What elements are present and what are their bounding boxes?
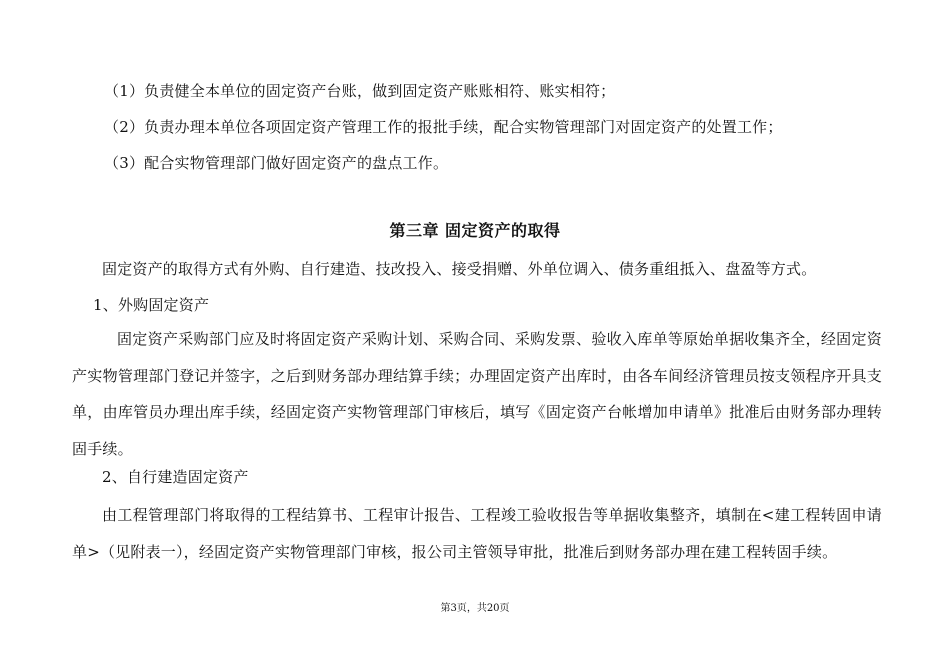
section-1-heading: 1、外购固定资产 <box>93 296 210 314</box>
section-1-body: 固定资产采购部门应及时将固定资产采购计划、采购合同、采购发票、验收入库单等原始单据收集齐全，经固定资产实物管理部门登记并签字，之后到财务部办理结算手续；办理固定资产出库时，由各车间经济管理员按支领程序开具支单，由库管员办理出库手续，经固定资产实物管理部门审核后，填写《固定资产台帐增加申请单》批准后由财务部办理转固手续。 <box>72 330 882 458</box>
duty-item-2: （2）负责办理本单位各项固定资产管理工作的报批手续，配合实物管理部门对固定资产的处置工作； <box>104 118 783 136</box>
duty-item-1: （1）负责健全本单位的固定资产台账，做到固定资产账账相符、账实相符； <box>104 82 616 100</box>
duty-item-3: （3）配合实物管理部门做好固定资产的盘点工作。 <box>104 154 449 172</box>
section-2-body: 由工程管理部门将取得的工程结算书、工程审计报告、工程竣工验收报告等单据收集整齐，填制在<建工程转固申请单>（见附表一），经固定资产实物管理部门审核，报公司主管领导审批，批准后到财务部办理在建工程转固手续。 <box>72 506 882 561</box>
intro-paragraph: 固定资产的取得方式有外购、自行建造、技改投入、接受捐赠、外单位调入、债务重组抵入、盘盈等方式。 <box>102 260 817 278</box>
section-2-heading: 2、自行建造固定资产 <box>102 468 249 486</box>
page-footer: 第3页，共20页 <box>440 603 510 614</box>
chapter-title: 第三章 固定资产的取得 <box>389 221 561 240</box>
